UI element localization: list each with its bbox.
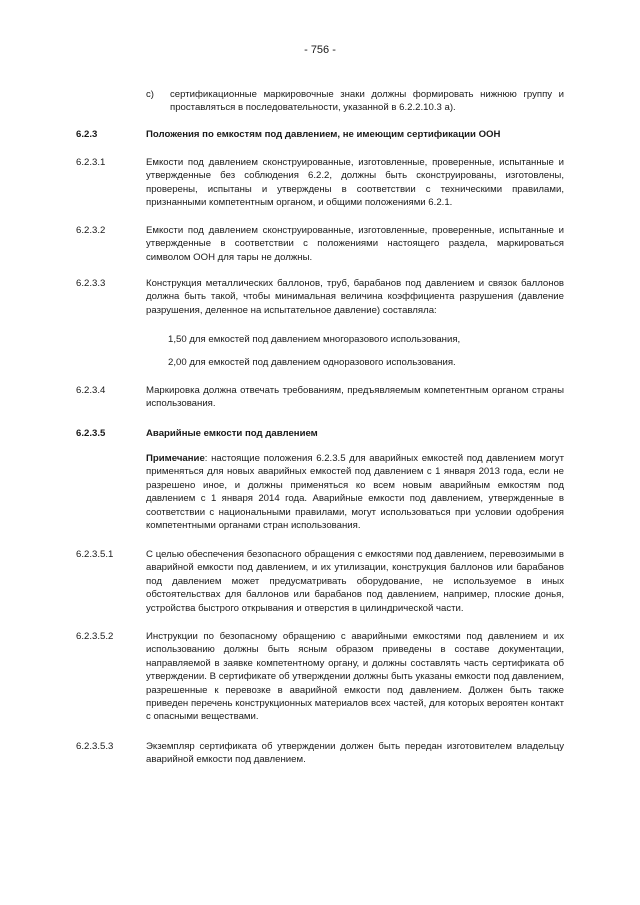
section-text: Экземпляр сертификата об утверждении должен быть передан изготовителем владельцу аварийной емкости под давлением. <box>146 741 564 766</box>
ratio-single-use: 2,00 для емкостей под давлением одноразового использования. <box>168 357 456 368</box>
section-number: 6.2.3.2 <box>76 225 106 236</box>
section-text: Емкости под давлением сконструированные, изготовленные, проверенные, испытанные и утвержденные без соблюдения 6.2.2, должны быть сконструированы, изготовлены, проверены, испытаны и утверждены в соответствии с техническими правилами, признанными компетентным органом, и общими положениями 6.2.1. <box>146 157 564 209</box>
section-number: 6.2.3.3 <box>76 278 106 289</box>
section-text: Маркировка должна отвечать требованиям, предъявляемым компетентным органом страны использования. <box>146 385 564 410</box>
section-number: 6.2.3 <box>76 129 98 140</box>
section-number: 6.2.3.5.2 <box>76 631 114 642</box>
note-label: Примечание <box>146 453 205 464</box>
section-text: Емкости под давлением сконструированные, изготовленные, проверенные, испытанные и утвержденные в соответствии с положениями настоящего раздела, маркироваться символом ООН для тары не должны. <box>146 225 564 263</box>
section-text: Инструкции по безопасному обращению с аварийными емкостями под давлением и их использованию должны быть ясным образом приведены в составе документации, направляемой в заявке компетентному органу, и должны составлять часть сертификата об утверждении. В сертификате об утверждении должны быть указаны емкости под давлением, разрешенные к перевозке в аварийной емкости под давлением. Должен быть также приведен перечень конструкционных материалов всех частей, для которых вероятен контакт с опасными веществами. <box>146 631 564 723</box>
section-text: Конструкция металлических баллонов, труб, барабанов под давлением и связок баллонов должна быть такой, чтобы минимальная величина коэффициента разрушения (давление разрушения, деленное на испытательное давление) составляла: <box>146 278 564 316</box>
ratio-reusable: 1,50 для емкостей под давлением многоразового использования, <box>168 334 461 345</box>
section-heading: Аварийные емкости под давлением <box>146 428 318 439</box>
note-body: : настоящие положения 6.2.3.5 для аварийных емкостей под давлением могут применяться для новых аварийных емкостей под давлением с 1 января 2013 года, если не разрешено иное, и должны применяться ко всем новым аварийным емкостям под давлением с 1 января 2014 года. Аварийные емкости под давлением, утвержденные в соответствии с национальными правилами, могут использоваться при условии одобрения компетентными органами стран использования. <box>146 453 564 532</box>
section-number: 6.2.3.5.1 <box>76 549 114 560</box>
section-number: 6.2.3.4 <box>76 385 106 396</box>
list-item-text: сертификационные маркировочные знаки должны формировать нижнюю группу и проставляться в последовательности, указанной в 6.2.2.10.3 а). <box>170 89 564 114</box>
page-number: - 756 - <box>304 44 336 56</box>
section-number: 6.2.3.1 <box>76 157 106 168</box>
section-text: С целью обеспечения безопасного обращения с емкостями под давлением, перевозимыми в аварийной емкости под давлением, и их утилизации, конструкция баллонов или барабанов под давлением может предусматривать оборудование, не используемое в иных обстоятельствах для баллонов или барабанов под давлением, например, плоские донья, устройства быстрого открывания и отверстия в цилиндрической части. <box>146 549 564 614</box>
note-text <box>146 452 564 532</box>
section-heading: Положения по емкостям под давлением, не имеющим сертификации ООН <box>146 129 501 140</box>
section-number: 6.2.3.5.3 <box>76 741 114 752</box>
section-number: 6.2.3.5 <box>76 428 106 439</box>
list-item-label: c) <box>146 89 154 100</box>
